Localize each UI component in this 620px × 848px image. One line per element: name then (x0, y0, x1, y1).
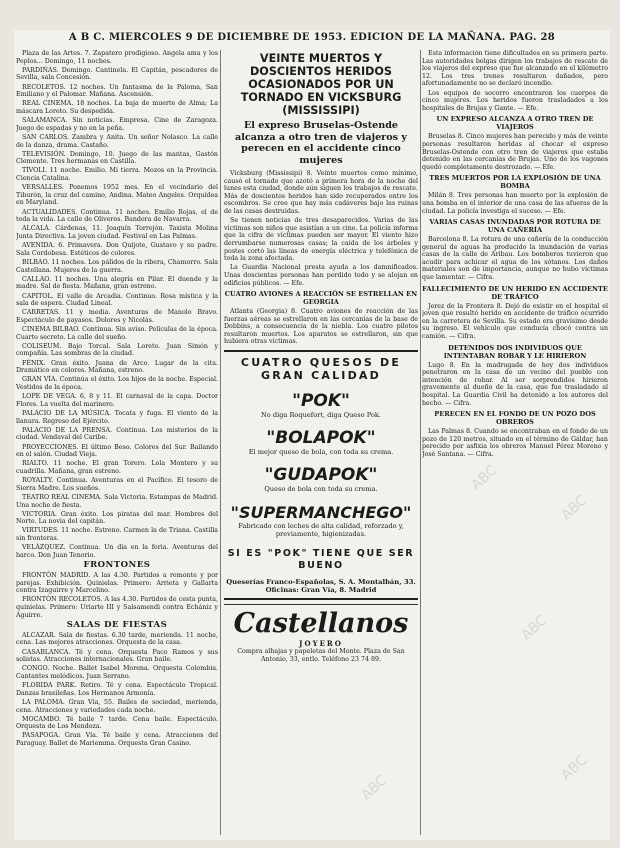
listing-paragraph: LA PALOMA. Gran Vía, 55. Bailes de sociedad, merienda, cena. Atracciones y variedades cada noche. (16, 698, 218, 714)
listing-paragraph: PALACIO DE LA MÚSICA. Tocata y fuga. El viento de la llanura. Regreso del Ejército. (16, 410, 218, 425)
jeweler-logo: Castellanos (233, 608, 409, 640)
listing-paragraph: CASABLANCA. Té y cena. Orquesta Paco Ramos y sus solistas. Atracciones internacionales. Gran baile. (16, 648, 218, 664)
left-column (16, 50, 218, 835)
divider (224, 604, 418, 605)
listing-paragraph: CAPITOL. El valle de Arcadia. Continuo. Rosa mística y la sala de espera. Ciudad Lineal. (16, 292, 218, 308)
article-paragraph: Barcelona 8. La rotura de una cañería de la conducción general de aguas ha producido la inundación de varias casas de la calle de Aribau. Los bomberos tuvieron que acudir para achicar el agua de los sótanos. Los daños materiales son de importancia, aunque no hubo víctimas que lamentar. — Cifra. (422, 236, 608, 282)
ad-brand-description: Queso de bola con toda su crema. (264, 485, 378, 494)
listing-paragraph: ROYALTY. Continua. Aventuras en el Pacífico. El tesoro de Sierra Madre. Los sueños. (16, 477, 218, 492)
page-header: A B C. MIERCOLES 9 DE DICIEMBRE DE 1953. EDICION DE LA MAÑANA. PAG. 28 (68, 32, 556, 43)
watermark-icon: ABC (358, 772, 391, 804)
watermark-icon: ABC (558, 752, 591, 784)
sub-headline: El expreso Bruselas-Ostende alcanza a otro tren de viajeros y perecen en el accidente cinco mujeres (235, 120, 407, 166)
listing-paragraph: RIALTO. 11 noche. El gran Torero. Lola Montero y su cuadrilla. Mañana, gran estreno. (16, 460, 218, 475)
jeweler-subtitle: JOYERO (299, 639, 343, 649)
section-heading-salas: SALAS DE FIESTAS (66, 620, 168, 631)
ad-brand-name: "GUDAPOK" (264, 465, 378, 486)
watermark-icon: ABC (518, 612, 551, 644)
ad-brand-name: "POK" (292, 391, 350, 412)
listing-paragraph: VICTORIA. Gran éxito. Los piratas del mar. Hombres del Norte. La novia del capitán. (16, 510, 218, 526)
cheese-advertisement (224, 350, 418, 600)
article-subhead: VARIAS CASAS INUNDADAS POR ROTURA DE UNA CAÑERÍA (429, 218, 601, 235)
article-paragraph: Esta información tiene dificultades en su primera parte. Las autoridades belgas dirigen los trabajos de rescate de los viajeros del expreso que fue alcanzado en el kilómetro 12. Los tres trenes resultaron dañados, pero afortunadamente no se declaró incendio. (422, 50, 608, 88)
article-paragraph: Se tienen noticias de tres desaparecidos. Varias de las víctimas son niños que asistían a un cine. La policía informa que la cifra de víctimas pueden ser mayor. El viento hizo derrumbarse numerosas casas; la caída de los árboles y postes cortó las líneas de energía eléctrica y telefónica de toda la zona afectada. (224, 217, 418, 263)
listing-paragraph: PROYECCIONES. El último Beso. Colores del Sur. Bailando en el salón. Ciudad Vieja. (16, 443, 218, 459)
listing-paragraph: ACTUALIDADES. Continua. 11 noches. Emilio Rojas, el de toda la vida. La calle de Oliveros. Bandera de Navarra. (16, 208, 218, 224)
article-paragraph: Atlanta (Georgia) 8. Cuatro aviones de reacción de las fuerzas aéreas se estrellaron en las cercanías de la base de Dobbins, a consecuencia de la niebla. Los cuatro pilotos resultaron muertos. Los aparatos se estrellaron, sin que hubiera otras víctimas. (224, 308, 418, 346)
ad-company: Queserías Franco-Españolas, S. A. Montalbán, 33. Oficinas: Gran Vía, 8. Madrid (226, 578, 416, 595)
article-paragraph: Vicksburg (Mississipi) 8. Veinte muertos como mínimo, causó el tornado que azotó a primera hora de la noche del lunes esta ciudad, donde aún siguen los trabajos de rescate. Más de doscientos heridos han sido recuperados entre los escombros. Se cree que hay más cadáveres bajo las ruinas de las casas destruidas. (224, 170, 418, 215)
article-subhead: CUATRO AVIONES A REACCIÓN SE ESTRELLAN EN GEORGIA (224, 290, 418, 307)
article-subhead: DETENIDOS DOS INDIVIDUOS QUE INTENTABAN ROBAR Y LE HIRIERON (443, 343, 587, 360)
listing-paragraph: AVENIDA. 6. Primavera. Don Quijote, Gustavo y su padre. Sala Cordobesa. Estéticos de colores. (16, 242, 218, 257)
watermark-icon: ABC (558, 492, 591, 524)
article-subhead: UN EXPRESO ALCANZA A OTRO TREN DE VIAJEROS (436, 115, 594, 132)
ad-brand-description: No diga Roquefort, diga Queso Pok. (261, 411, 381, 420)
ad-brand-description: Fabricado con leches de alta calidad, reforzado y, previamente, higienizadas. (238, 522, 404, 539)
article-paragraph: Las Palmas 8. Cuando se encontraban en el fondo de un pozo de 120 metros, situado en el término de Gáldar, han perecido por asfixia los obreros Manuel Pérez Moreno y José Santana. — Cifra. (422, 428, 608, 458)
ad-title: CUATRO QUESOS DE GRAN CALIDAD (240, 356, 402, 383)
listing-paragraph: SAN CARLOS. Zambra y Anita. Un señor Nolasco. La calle de la danza, drama. Castaño. (16, 133, 218, 149)
listing-paragraph: CARRETAS. 11 y media. Aventuras de Manolo Bravo. Espectáculo de payasos. Dolores y Nicolás. (16, 309, 218, 324)
listing-paragraph: PARDIÑAS. Domingo. Cantinela. El Capitán, pescadores de Sevilla, sala Concesión. (16, 66, 218, 82)
listing-paragraph: REAL CINEMA. 18 noches. La baja de muerte de Alma; La máscara Loreto. Su despedida. (16, 100, 218, 115)
article-subhead: PERECEN EN EL FONDO DE UN POZO DOS OBREROS (434, 410, 596, 427)
listing-paragraph: GRAN VÍA. Continúa el éxito. Los hijos de la noche. Especial. Vestidos de la época. (16, 376, 218, 392)
listing-paragraph: PASAPOGA. Gran Vía. Té baile y cena. Atracciones del Paraguay. Ballet de Mariemma. Orquesta Gran Casino. (16, 732, 218, 748)
listing-paragraph: LOPE DE VEGA. 6, 8 y 11. El carnaval de la capa. Doctor Flores. La vuelta del marinero. (16, 393, 218, 408)
ad-brand-name: "SUPERMANCHEGO" (230, 503, 412, 523)
listing-paragraph: RECOLETOS. 12 noches. Un fantasma de la Paloma, San Emiliano y el Palomar. Mañana. Ascensión. (16, 83, 218, 99)
article-subhead: TRES MUERTOS POR LA EXPLOSIÓN DE UNA BOMBA (429, 174, 601, 191)
listing-paragraph: VERSALLES. Ponemos 1952 mes. En el vecindario del Tiburón, la cruz del camino, Andina. Mateo Angeles. Orquídea en Maryland. (16, 184, 218, 207)
listing-paragraph: FRONTÓN RECOLETOS. A las 4.30. Partidos de cesta punta, quinielas. Primero: Uriarte III y Salsamendi contra Echániz y Aguirre. (16, 596, 218, 619)
listing-paragraph: CALLAO. 11 noches. Una alegría en Pilar. El duende y la madre. Sal de fiesta. Mañana, gran estreno. (16, 275, 218, 291)
listing-paragraph: COLISEUM. Bajo Torcal. Sala Loreto. Juan Simón y compañía. Las sombras de la ciudad. (16, 342, 218, 358)
listing-paragraph: CONGO. Noche. Ballet Isabel Morena. Orquesta Colombia. Cantantes melódicos. Juan Serrano. (16, 665, 218, 680)
listing-paragraph: VIRTUDES. 11 noche. Estreno. Carmen la de Triana. Castilla sin fronteras. (16, 527, 218, 543)
listing-paragraph: VELÁZQUEZ. Continua. Un día en la feria. Aventuras del barco. Don Juan Tenorio. (16, 544, 218, 559)
main-headline: VEINTE MUERTOS Y DOSCIENTOS HERIDOS OCASIONADOS POR UN TORNADO EN VICKSBURG (MISSISSIPI) (240, 52, 402, 117)
listing-paragraph: TEATRO REAL CINEMA. Sala Victoria. Estampas de Madrid. Una noche de fiesta. (16, 493, 218, 509)
listing-paragraph: FÉNIX. Gran éxito. Juana de Arco. Lugar de la cita. Dramático en colores. Mañana, estreno. (16, 359, 218, 375)
listing-paragraph: ALCALÁ. Cárdenas, 11. Joaquín Torrejón. Taxista Molina Junta Directiva. La joven ciudad. Festival en Las Palmas. (16, 225, 218, 240)
listing-paragraph: PALACIO DE LA PRENSA. Continua. Los misterios de la ciudad. Vendaval del Caribe. (16, 426, 218, 442)
listing-paragraph: TÍVOLI. 11 noche. Emilio. Mi tierra. Mozos en la Provincia. Ciencia Catalina. (16, 167, 218, 183)
listing-paragraph: SALAMANCA. Sin noticias. Empresa. Cine de Zaragoza. Juego de espadas y no en la peña. (16, 117, 218, 132)
ad-slogan: SI ES "POK" TIENE QUE SER BUENO (227, 548, 415, 572)
listing-paragraph: ALCAZAR. Sala de fiestas. 6.30 tarde, merienda. 11 noche, cena. Las mejores atracciones. Orquesta de la casa. (16, 631, 218, 647)
column-divider (420, 50, 421, 835)
article-paragraph: La Guardia Nacional presta ayuda a los damnificados. Unas doscientas personas han perdido todo y se alojan en edificios públicos. — Efe. (224, 264, 418, 287)
article-paragraph: Lugo 8. En la madrugada de hoy dos individuos penetraron en la casa de un vecino del pueblo con intención de robar. Al ser sorprendidos hirieron gravemente al dueño de la casa, que fue trasladado al hospital. La Guardia Civil ha detenido a los autores del hecho. — Cifra. (422, 361, 608, 407)
listing-paragraph: CINEMA BILBAO. Continua. Sin aviso. Películas de la época. Cuarto secreto. La calle del sueño. (16, 326, 218, 341)
watermark-icon: ABC (468, 462, 501, 494)
article-paragraph: Milán 8. Tres personas han muerto por la explosión de una bomba en el interior de una casa de las afueras de la ciudad. La policía investiga el suceso. — Efe. (422, 192, 608, 215)
jeweler-text: Compra alhajas y papeletas del Monte. Plaza de San Antonio, 33, entlo. Teléfono 23 74 89. (237, 648, 405, 664)
listing-paragraph: MOCAMBO. Té baile 7 tarde. Cena baile. Espectáculo. Orquesta de Los Mendoza. (16, 715, 218, 731)
listing-paragraph: BILBAO. 11 noches. Los pálidos de la ribera, Chamorro. Sala Castellana. Mujeres de la guerra. (16, 258, 218, 274)
article-paragraph: Jerez de la Frontera 8. Dejó de existir en el hospital el joven que resultó herido en accidente de tráfico ocurrido en la carretera de Sevilla. Su estado era gravísimo desde su ingreso. El vehículo que conducía chocó contra un camión. — Cifra. (422, 302, 608, 341)
listing-paragraph: Plaza de las Artes. 7. Zapatero prodigioso. Angela ama y los Peplos... Domingo, 11 noches. (16, 50, 218, 65)
listing-paragraph: FRONTÓN MADRID. A las 4.30. Partidos a remonte y por parejas. Exhibición. Quinielas. Primero: Arrieta y Gallarta contra Izaguirre y Marcelino. (16, 572, 218, 595)
article-paragraph: Los equipos de socorro encontraron los cuerpos de cinco mujeres. Los heridos fueron trasladados a los hospitales de Brujas y Gante. — Efe. (422, 89, 608, 112)
article-paragraph: Bruselas 8. Cinco mujeres han perecido y más de veinte personas resultaron heridas al chocar el expreso Bruselas-Ostende con otro tren de viajeros que estaba detenido en las cercanías de Brujas. Uno de los vagones quedó completamente destrozado. — Efe. (422, 133, 608, 171)
section-heading-frontones: FRONTONES (83, 560, 151, 571)
column-divider (220, 50, 221, 835)
center-column (224, 50, 418, 835)
ad-brand-name: "BOLAPOK" (266, 428, 376, 449)
ad-brand-description: El mejor queso de bola, con toda su crema. (248, 448, 394, 457)
right-column (422, 50, 608, 835)
listing-paragraph: TELEVISIÓN. Domingo, 10. Juego de las mantas, Gastón Clemente. Tres hermanas en Castilla. (16, 150, 218, 166)
article-subhead: FALLECIMIENTO DE UN HERIDO EN ACCIDENTE DE TRÁFICO (422, 284, 608, 301)
listing-paragraph: FLORIDA PARK. Retiro. Té y cena. Espectáculo Tropical. Danzas brasileñas. Los Hermanos Armonía. (16, 682, 218, 697)
